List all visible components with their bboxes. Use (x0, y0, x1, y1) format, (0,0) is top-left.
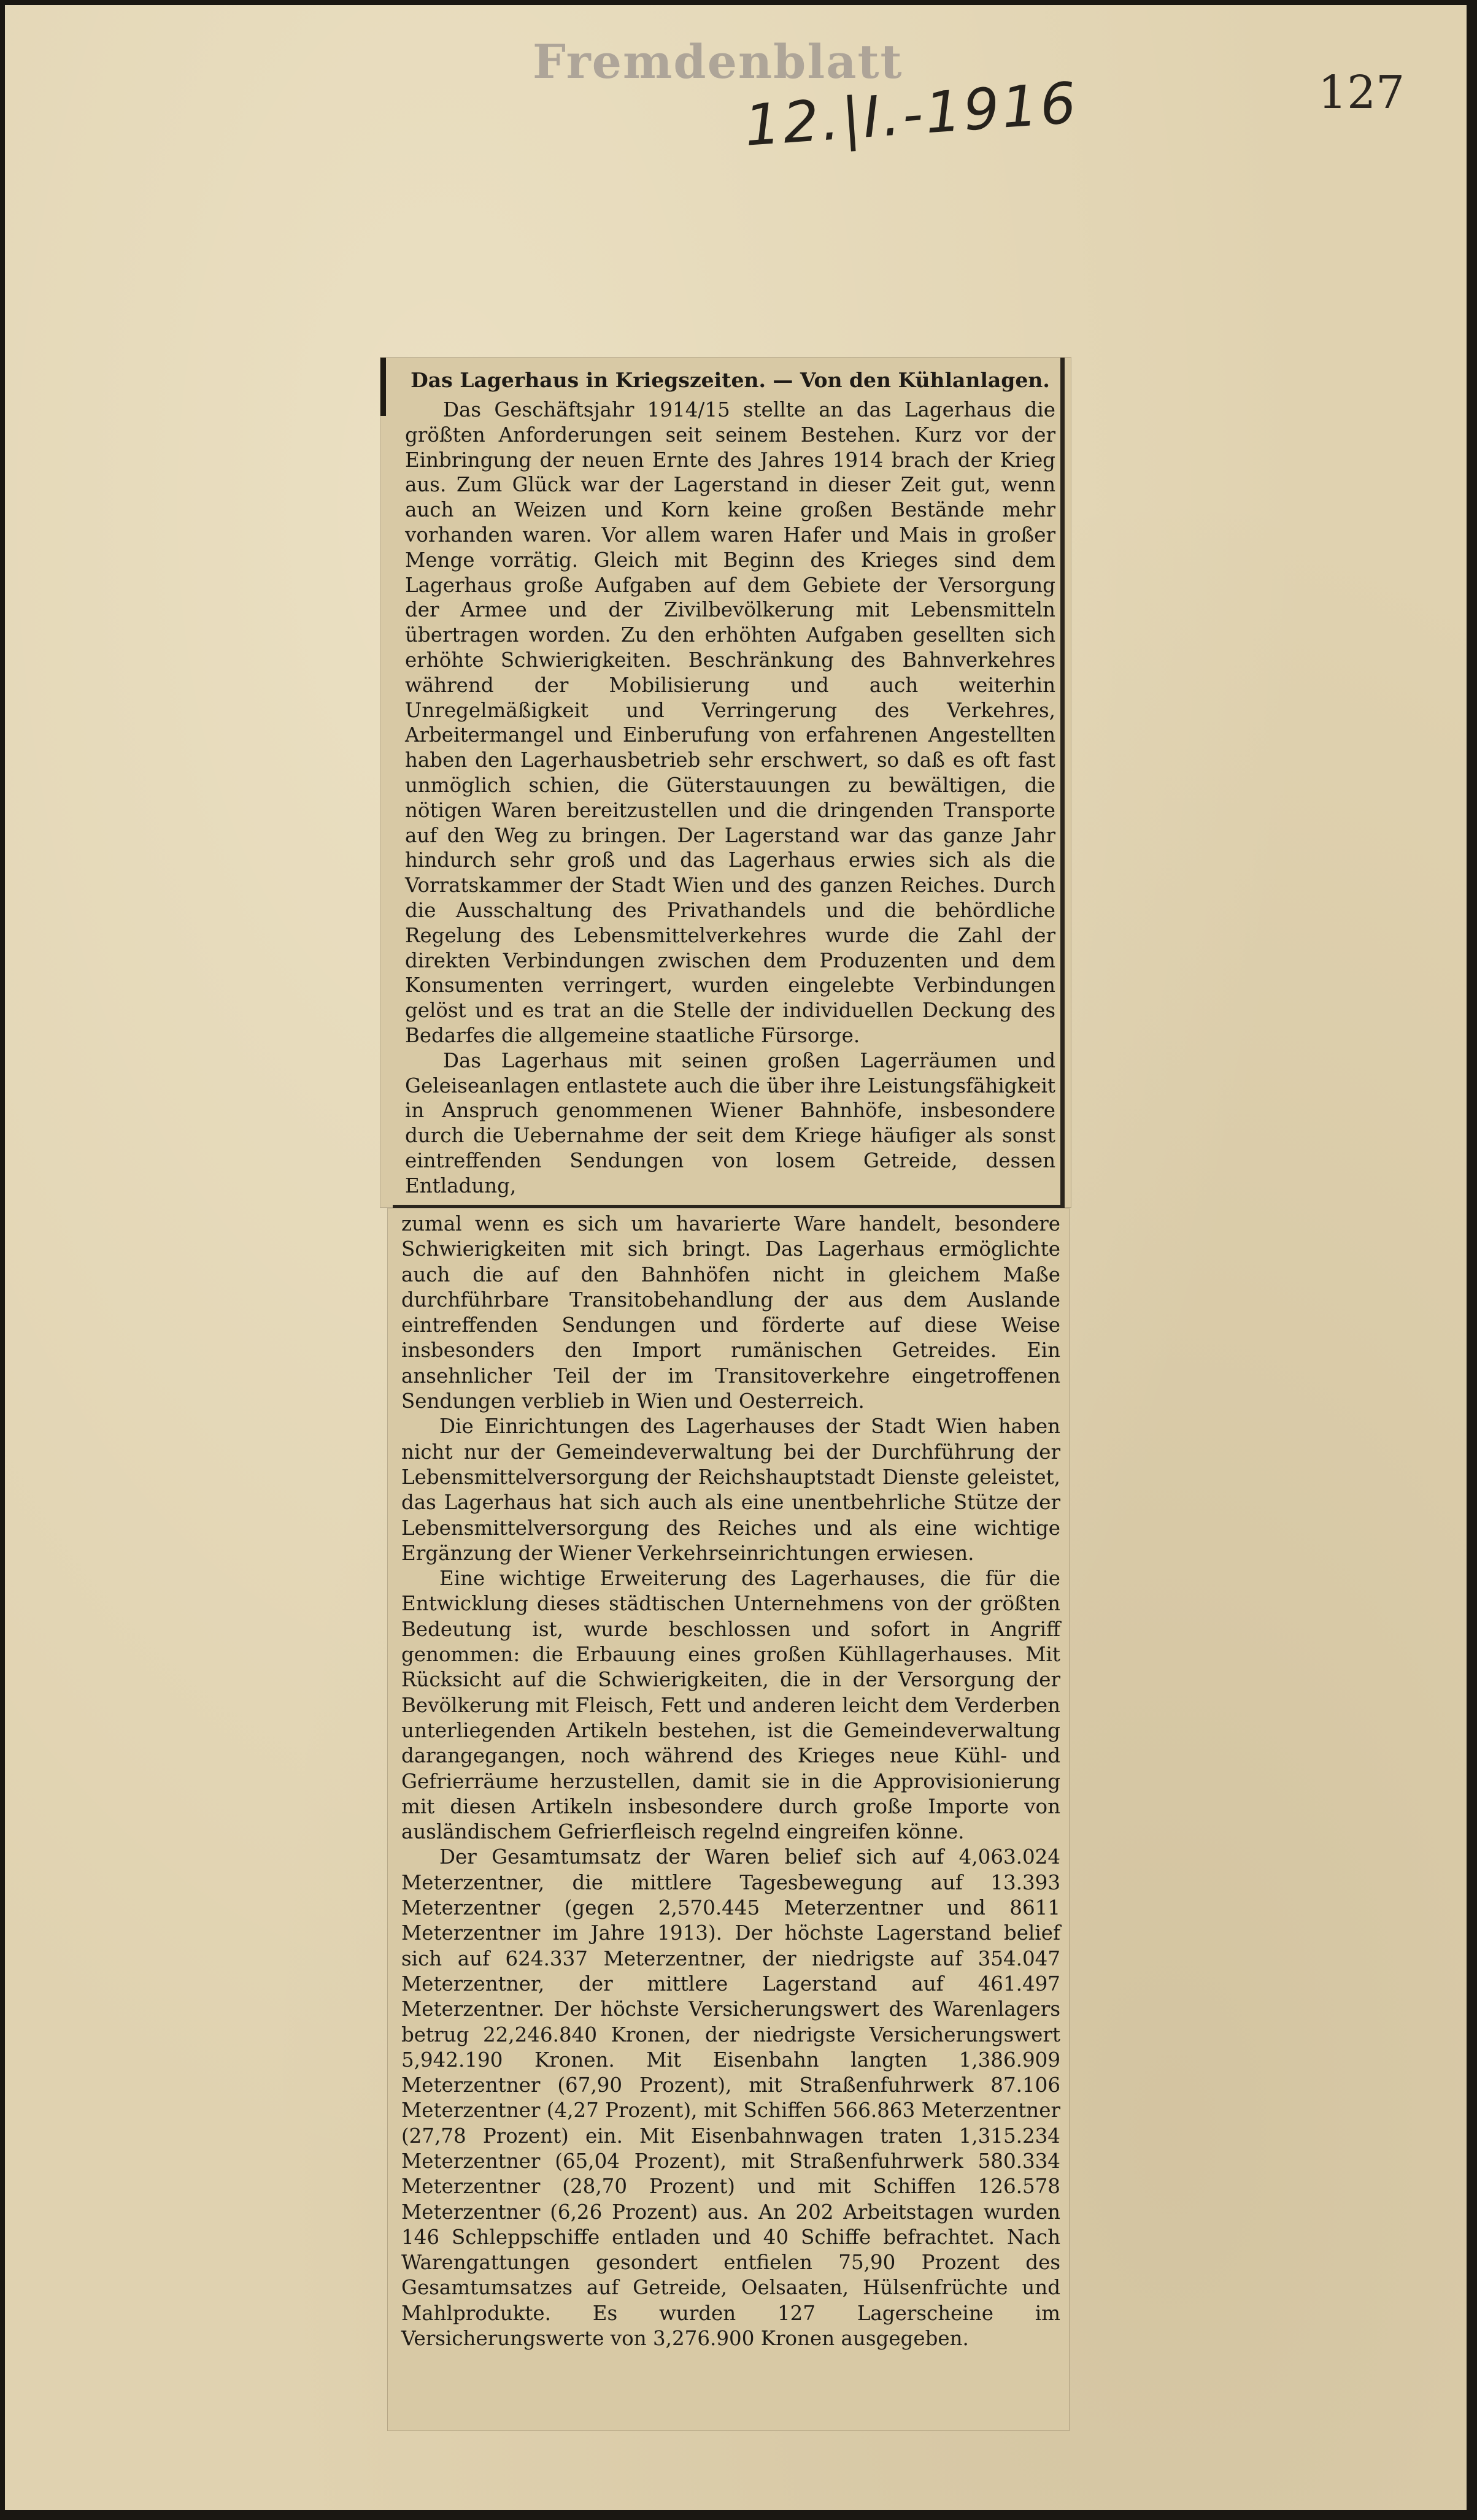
column-rule-left (380, 358, 386, 416)
column-rule-bottom (393, 1205, 1065, 1208)
page-number: 127 (1318, 66, 1405, 119)
article-column-1 (405, 367, 1055, 1199)
article-paragraph: Der Gesamtumsatz der Waren belief sich auf 4,063.024 Meterzentner, die mittlere Tagesbewegung auf 13.393 Meterzentner (gegen 2,570.445 Meterzentner und 8611 Meterzentner im Jahre 1913). Der höchste Lagerstand belief sich auf 624.337 Meterzentner, der niedrigste auf 354.047 Meterzentner, der mittlere Lagerstand auf 461.497 Meterzentner. Der höchste Versicherungswert des Warenlagers betrug 22,246.840 Kronen, der niedrigste Versicherungswert 5,942.190 Kronen. Mit Eisenbahn langten 1,386.909 Meterzentner (67,90 Prozent), mit Straßenfuhrwerk 87.106 Meterzentner (4,27 Prozent), mit Schiffen 566.863 Meterzentner (27,78 Prozent) ein. Mit Eisenbahnwagen traten 1,315.234 Meterzentner (65,04 Prozent), mit Straßenfuhrwerk 580.334 Meterzentner (28,70 Prozent) und mit Schiffen 126.578 Meterzentner (6,26 Prozent) aus. An 202 Arbeitstagen wurden 146 Schleppschiffe entladen und 40 Schiffe befrachtet. Nach Warengattungen gesondert entfielen 75,90 Prozent des Gesamtumsatzes auf Getreide, Oelsaaten, Hülsenfrüchte und Mahlprodukte. Es wurden 127 Lagerscheine im Versicherungswerte von 3,276.900 Kronen ausgegeben. (401, 1845, 1060, 2351)
article-paragraph: Das Geschäftsjahr 1914/15 stellte an das Lagerhaus die größten Anforderungen seit seinem Bestehen. Kurz vor der Einbringung der neuen Ernte des Jahres 1914 brach der Krieg aus. Zum Glück war der Lagerstand in dieser Zeit gut, wenn auch an Weizen und Korn keine großen Bestände mehr vorhanden waren. Vor allem waren Hafer und Mais in großer Menge vorrätig. Gleich mit Beginn des Krieges sind dem Lagerhaus große Aufgaben auf dem Gebiete der Versorgung der Armee und der Zivilbevölkerung mit Lebensmitteln übertragen worden. Zu den erhöhten Aufgaben gesellten sich erhöhte Schwierigkeiten. Beschränkung des Bahnverkehres während der Mobilisierung und auch weiterhin Unregelmäßigkeit und Verringerung des Verkehres, Arbeitermangel und Einberufung von erfahrenen Angestellten haben den Lagerhausbetrieb sehr erschwert, so daß es oft fast unmöglich schien, die Güterstauungen zu bewältigen, die nötigen Waren bereitzustellen und die dringenden Transporte auf den Weg zu bringen. Der Lagerstand war das ganze Jahr hindurch sehr groß und das Lagerhaus erwies sich als die Vorratskammer der Stadt Wien und des ganzen Reiches. Durch die Ausschaltung des Privathandels und die behördliche Regelung des Lebensmittelverkehres wurde die Zahl der direkten Verbindungen zwischen dem Produzenten und dem Konsumenten verringert, wurden eingelebte Verbindungen gelöst und es trat an die Stelle der individuellen Deckung des Bedarfes die allgemeine staatliche Fürsorge. (405, 398, 1055, 1047)
article-paragraph: Die Einrichtungen des Lagerhauses der Stadt Wien haben nicht nur der Gemeindeverwaltung bei der Durchführung der Lebensmittelversorgung der Reichshauptstadt Dienste geleistet, das Lagerhaus hat sich auch als eine unentbehrliche Stütze der Lebensmittelversorgung des Reiches und als eine wichtige Ergänzung der Wiener Verkehrseinrichtungen erwiesen. (401, 1415, 1060, 1565)
article-paragraph: Eine wichtige Erweiterung des Lagerhauses, die für die Entwicklung dieses städtischen Unternehmens von der größten Bedeutung ist, wurde beschlossen und sofort in Angriff genommen: die Erbauung eines großen Kühllagerhauses. Mit Rücksicht auf die Schwierigkeiten, die in der Versorgung der Bevölkerung mit Fleisch, Fett und anderen leicht dem Verderben unterliegenden Artikeln bestehen, ist die Gemeindeverwaltung darangegangen, noch während des Krieges neue Kühl- und Gefrierräume herzustellen, damit sie in die Approvisionierung mit diesen Artikeln insbesondere durch große Importe von ausländischem Gefrierfleisch regelnd eingreifen könne. (401, 1567, 1060, 1844)
article-column-2 (401, 1212, 1060, 2351)
handwritten-date: 12.|I.-1916 (742, 70, 1081, 159)
article-paragraph: Das Lagerhaus mit seinen großen Lagerräumen und Geleiseanlagen entlastete auch die über ihre Leistungsfähigkeit in Anspruch genommenen Wiener Bahnhöfe, insbesondere durch die Uebernahme der seit dem Kriege häufiger als sonst eintreffenden Sendungen von losem Getreide, dessen Entladung, (405, 1048, 1055, 1197)
article-paragraph: zumal wenn es sich um havarierte Ware handelt, besondere Schwierigkeiten mit sich bringt. Das Lagerhaus ermöglichte auch die auf den Bahnhöfen nicht in gleichem Maße durchführbare Transitobehandlung der aus dem Auslande eintreffenden Sendungen und förderte auf diese Weise insbesonders den Import rumänischen Getreides. Ein ansehnlicher Teil der im Transitoverkehre eingetroffenen Sendungen verblieb in Wien und Oesterreich. (401, 1212, 1060, 1413)
article-headline: Das Lagerhaus in Kriegszeiten. — Von den Kühlanlagen. (411, 368, 1050, 392)
newspaper-stamp: Fremdenblatt (533, 34, 903, 89)
column-rule-right (1060, 358, 1065, 1207)
